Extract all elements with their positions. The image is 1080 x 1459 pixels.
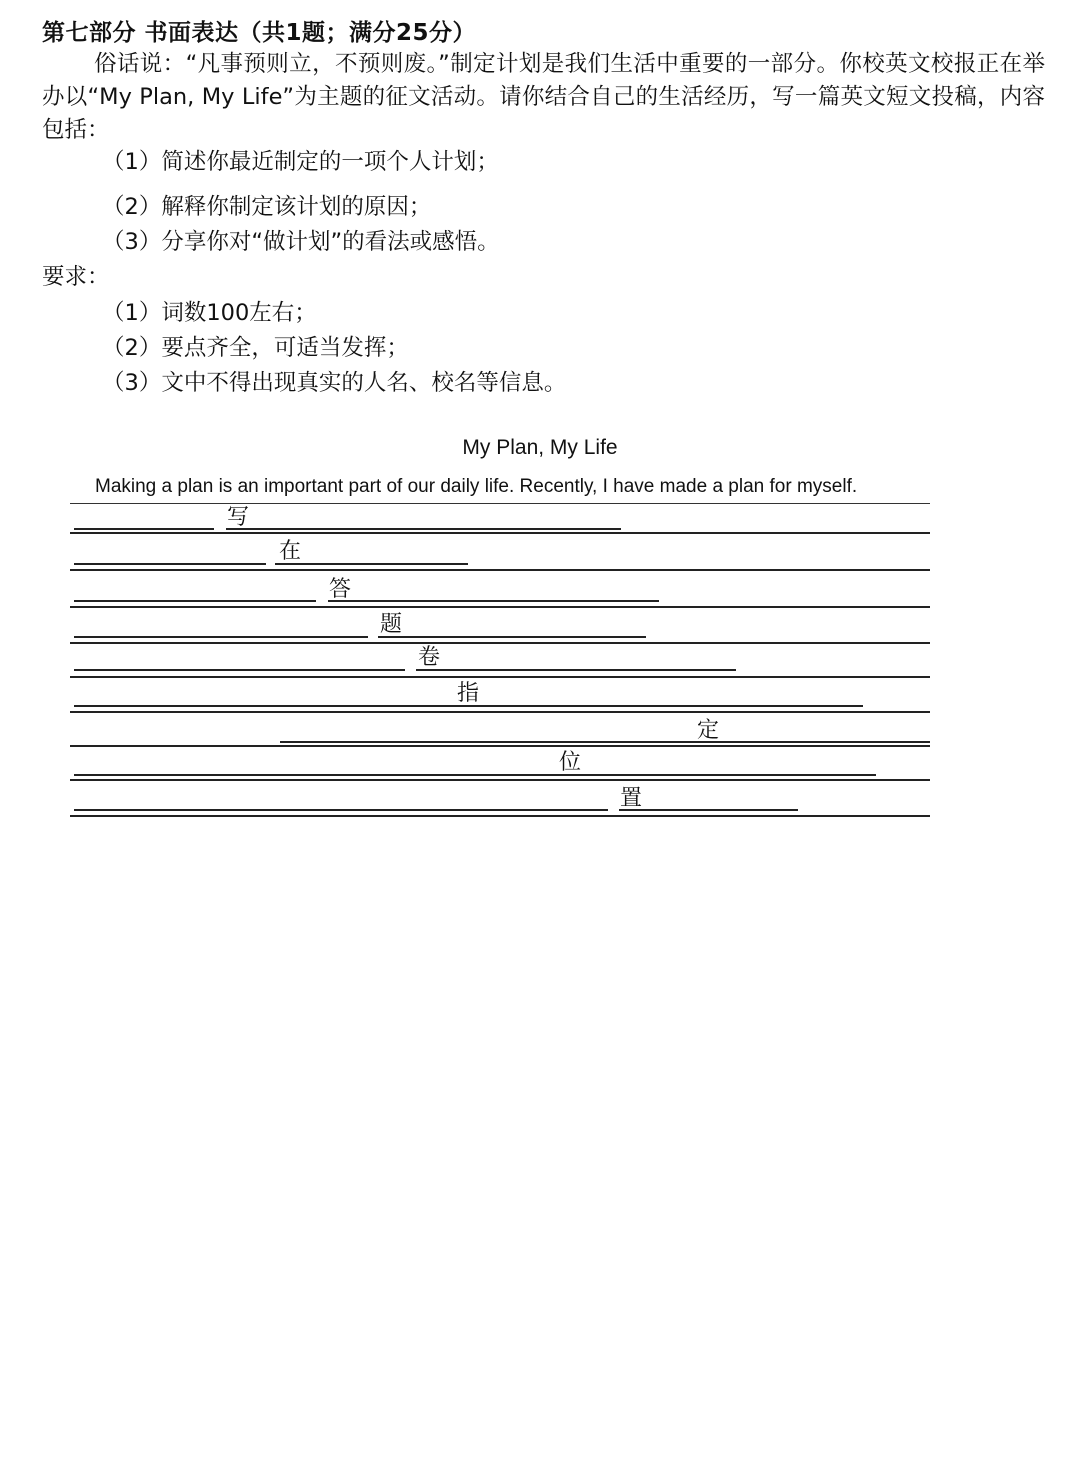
writing-line <box>70 642 930 644</box>
requirement-3: （3）文中不得出现真实的人名、校名等信息。 <box>102 370 567 396</box>
underline-segment <box>74 669 405 671</box>
writing-line <box>70 815 930 817</box>
answer-sheet-notice-char: 卷 <box>418 645 441 670</box>
answer-sheet-notice-char: 题 <box>380 612 403 637</box>
essay-title: My Plan, My Life <box>462 436 618 459</box>
requirement-2: （2）要点齐全，可适当发挥； <box>102 335 409 361</box>
underline-segment <box>74 809 608 811</box>
answer-sheet-notice-char: 位 <box>559 750 582 775</box>
underline-segment <box>74 774 876 776</box>
answer-sheet-notice-char: 定 <box>697 718 720 743</box>
underline-segment <box>378 636 646 638</box>
underline-segment <box>74 563 266 565</box>
writing-line <box>70 711 930 713</box>
requirements-title: 要求： <box>42 264 110 290</box>
writing-line <box>70 676 930 678</box>
underline-segment <box>416 669 736 671</box>
writing-line <box>70 503 930 504</box>
answer-sheet-notice-char: 在 <box>279 539 302 564</box>
underline-segment <box>74 636 368 638</box>
answer-sheet-notice-char: 答 <box>329 577 352 602</box>
answer-sheet-notice-char: 写 <box>227 505 250 530</box>
underline-segment <box>226 528 621 530</box>
underline-segment <box>280 741 930 743</box>
answer-sheet-notice-char: 置 <box>620 786 643 811</box>
writing-line <box>70 745 930 747</box>
task-instructions: 俗话说：“凡事预则立，不预则废。”制定计划是我们生活中重要的一部分。你校英文校报正在举办以“My Plan, My Life”为主题的征文活动。请你结合自己的生活经历，写一篇英文短文投稿，内容包括： <box>42 51 1045 143</box>
underline-segment <box>74 600 316 602</box>
requirement-1: （1）词数100左右； <box>102 300 317 326</box>
content-point-3: （3）分享你对“做计划”的看法或感悟。 <box>102 229 500 255</box>
answer-sheet-notice-char: 指 <box>457 681 480 706</box>
writing-line <box>70 606 930 608</box>
underline-segment <box>74 528 214 530</box>
section-title: 第七部分 书面表达（共1题；满分25分） <box>42 20 477 46</box>
writing-line <box>70 532 930 534</box>
essay-opening-sentence: Making a plan is an important part of our daily life. Recently, I have made a plan for myself. <box>95 476 858 497</box>
underline-segment <box>275 563 468 565</box>
content-point-1: （1）简述你最近制定的一项个人计划； <box>102 149 499 175</box>
writing-line <box>70 569 930 571</box>
content-point-2: （2）解释你制定该计划的原因； <box>102 194 432 220</box>
writing-line <box>70 779 930 781</box>
underline-segment <box>328 600 659 602</box>
underline-segment <box>619 809 798 811</box>
